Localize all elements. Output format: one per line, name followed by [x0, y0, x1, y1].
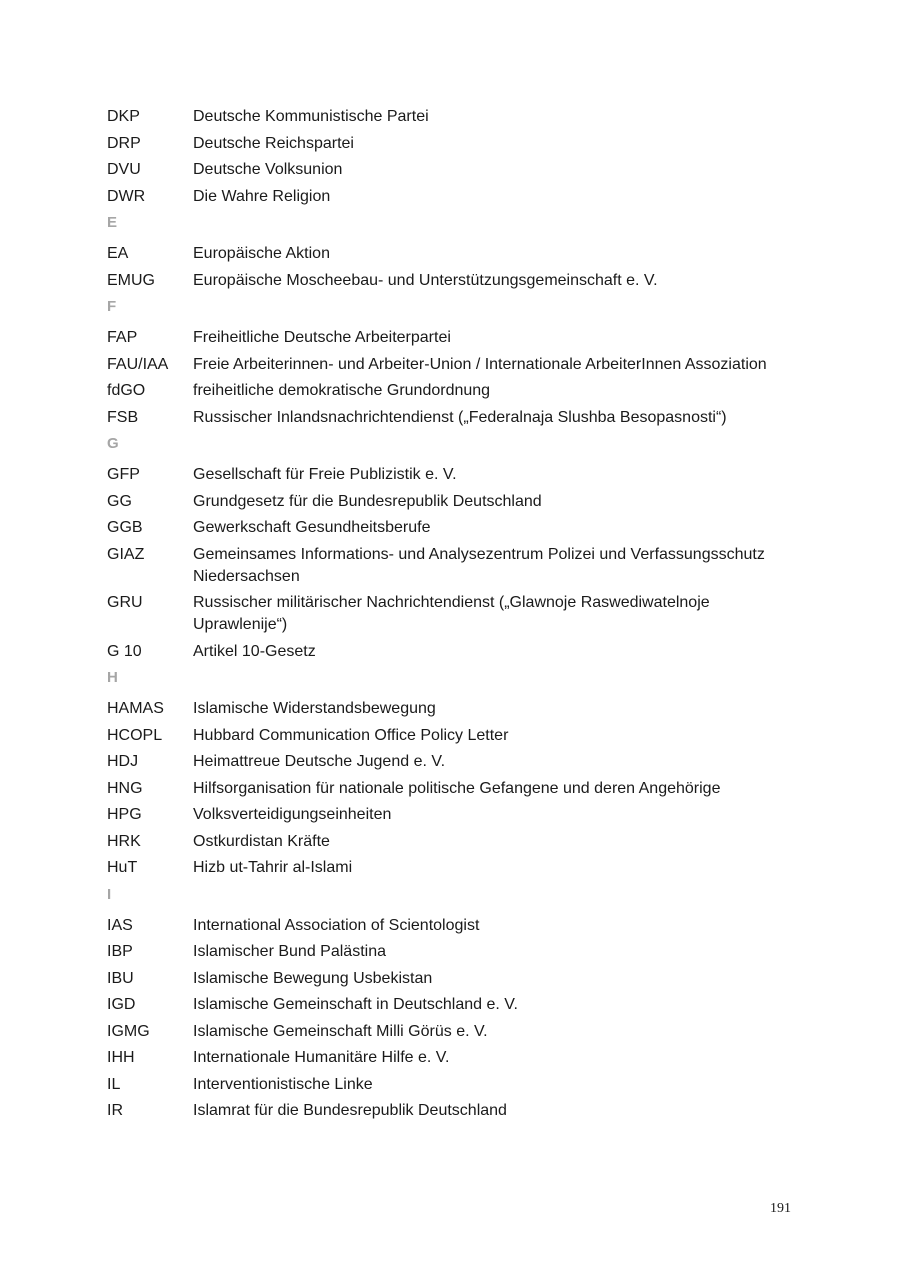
abbreviation: DRP	[107, 134, 141, 152]
abbreviation-entry	[107, 592, 807, 636]
definition: Ostkurdistan Kräfte	[193, 832, 330, 850]
definition: Hubbard Communication Office Policy Letter	[193, 726, 509, 744]
abbreviation-entry	[107, 778, 807, 800]
abbreviation: GFP	[107, 466, 140, 483]
abbreviation-entry	[107, 725, 807, 747]
definition: Freie Arbeiterinnen- und Arbeiter-Union / Internationale ArbeiterInnen Assoziation	[193, 355, 767, 373]
abbreviation: FSB	[107, 408, 139, 426]
definition: Europäische Aktion	[193, 245, 330, 262]
abbreviation-entry	[107, 1100, 807, 1122]
definition: Europäische Moscheebau- und Unterstützungsgemeinschaft e. V.	[193, 271, 658, 289]
abbreviation-entry	[107, 994, 807, 1016]
definition: Islamische Widerstandsbewegung	[193, 700, 436, 717]
abbreviation: HRK	[107, 832, 141, 850]
abbreviation: G 10	[107, 642, 142, 660]
abbreviation-entry	[107, 857, 807, 879]
section-letter: G	[107, 435, 119, 452]
definition: Deutsche Reichspartei	[193, 134, 354, 152]
abbreviation-entry	[107, 1021, 807, 1043]
abbreviation-entry	[107, 270, 807, 292]
definition: Russischer Inlandsnachrichtendienst („Federalnaja Slushba Besopasnosti“)	[193, 408, 727, 426]
abbreviation-entry	[107, 698, 807, 720]
section-letter: H	[107, 669, 118, 686]
abbreviation: GGB	[107, 519, 143, 536]
abbreviation: IL	[107, 1075, 121, 1093]
abbreviation-entry	[107, 380, 807, 402]
definition: Islamrat für die Bundesrepublik Deutschland	[193, 1102, 507, 1119]
abbreviation: HPG	[107, 806, 142, 823]
abbreviation-entry	[107, 464, 807, 486]
abbreviation-entry	[107, 354, 807, 376]
abbreviation: HNG	[107, 779, 143, 797]
definition: Deutsche Kommunistische Partei	[193, 108, 429, 125]
abbreviation: FAP	[107, 329, 138, 346]
definition: Freiheitliche Deutsche Arbeiterpartei	[193, 329, 451, 346]
abbreviation-entry	[107, 915, 807, 937]
definition: Heimattreue Deutsche Jugend e. V.	[193, 753, 446, 770]
definition: International Association of Scientologist	[193, 916, 480, 934]
section-letter: F	[107, 298, 117, 315]
abbreviation: IBP	[107, 943, 133, 960]
definition: Hilfsorganisation für nationale politische Gefangene und deren Angehörige	[193, 779, 721, 797]
abbreviation: IHH	[107, 1049, 135, 1066]
definition: Volksverteidigungseinheiten	[193, 806, 392, 823]
abbreviation-entry	[107, 106, 807, 128]
definition: Hizb ut-Tahrir al-Islami	[193, 859, 353, 876]
abbreviation: HCOPL	[107, 726, 163, 744]
abbreviation: IR	[107, 1102, 123, 1119]
abbreviation-entry	[107, 407, 807, 429]
abbreviation-list	[107, 106, 807, 1127]
abbreviation-entry	[107, 1074, 807, 1096]
abbreviation-entry	[107, 327, 807, 349]
definition: Islamischer Bund Palästina	[193, 943, 386, 960]
abbreviation-entry	[107, 243, 807, 265]
abbreviation: IGD	[107, 996, 136, 1013]
abbreviation-entry	[107, 159, 807, 181]
abbreviation-entry	[107, 831, 807, 853]
abbreviation-entry	[107, 804, 807, 826]
definition: Deutsche Volksunion	[193, 161, 343, 178]
abbreviation: HDJ	[107, 753, 139, 770]
definition: Artikel 10-Gesetz	[193, 642, 316, 660]
definition: Islamische Gemeinschaft in Deutschland e. V.	[193, 996, 518, 1013]
abbreviation-entry	[107, 544, 807, 588]
abbreviation: IAS	[107, 916, 133, 934]
page-number: 191	[770, 1201, 791, 1216]
definition: Die Wahre Religion	[193, 187, 331, 205]
abbreviation-entry	[107, 133, 807, 155]
abbreviation: GIAZ	[107, 545, 145, 563]
abbreviation-entry	[107, 186, 807, 208]
abbreviation-entry	[107, 517, 807, 539]
definition: Gesellschaft für Freie Publizistik e. V.	[193, 466, 457, 483]
abbreviation-entry	[107, 491, 807, 513]
abbreviation-entry	[107, 751, 807, 773]
section-letter: E	[107, 214, 118, 231]
definition: freiheitliche demokratische Grundordnung	[193, 382, 491, 399]
abbreviation: HuT	[107, 859, 138, 876]
definition: Grundgesetz für die Bundesrepublik Deutschland	[193, 492, 542, 510]
definition: Gewerkschaft Gesundheitsberufe	[193, 519, 431, 536]
abbreviation: IBU	[107, 969, 134, 987]
abbreviation: IGMG	[107, 1022, 150, 1040]
abbreviation: FAU/IAA	[107, 355, 169, 373]
abbreviation: GRU	[107, 594, 143, 611]
abbreviation: fdGO	[107, 382, 146, 399]
abbreviation-entry	[107, 941, 807, 963]
definition: Russischer militärischer Nachrichtendienst („Glawnoje Raswediwatelnoje Uprawlenije“)	[193, 594, 710, 633]
abbreviation-entry	[107, 1047, 807, 1069]
definition: Internationale Humanitäre Hilfe e. V.	[193, 1049, 450, 1066]
abbreviation: GG	[107, 492, 132, 510]
abbreviation: EA	[107, 245, 129, 262]
definition: Interventionistische Linke	[193, 1075, 373, 1093]
abbreviation: DKP	[107, 108, 140, 125]
abbreviation-entry	[107, 968, 807, 990]
abbreviation: HAMAS	[107, 700, 164, 717]
abbreviation: EMUG	[107, 271, 155, 289]
abbreviation: DWR	[107, 187, 146, 205]
abbreviation: DVU	[107, 161, 141, 178]
definition: Gemeinsames Informations- und Analysezentrum Polizei und Verfassungsschutz Niedersachsen	[193, 545, 765, 585]
section-letter: I	[107, 885, 112, 903]
abbreviation-entry	[107, 641, 807, 663]
definition: Islamische Bewegung Usbekistan	[193, 969, 433, 987]
definition: Islamische Gemeinschaft Milli Görüs e. V.	[193, 1022, 488, 1040]
